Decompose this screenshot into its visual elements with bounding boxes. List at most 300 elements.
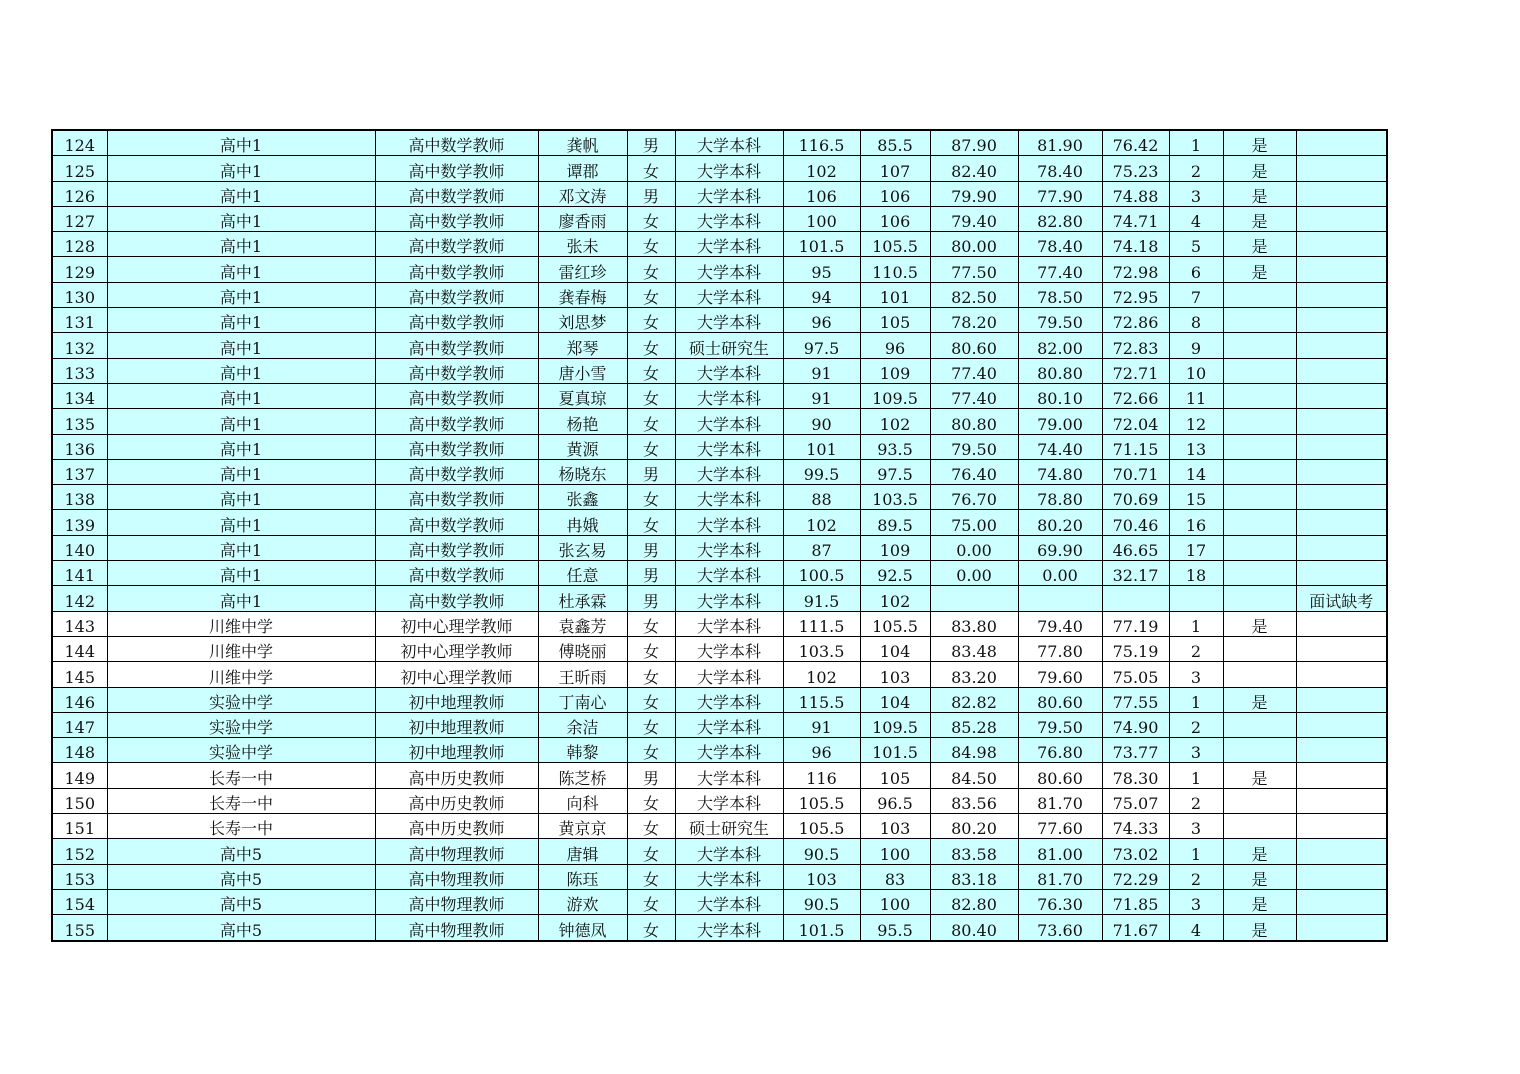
gender-cell: 男 <box>627 181 675 206</box>
interview-score-cell: 84.98 <box>930 738 1018 763</box>
note-cell <box>1296 839 1387 864</box>
written-score-2-cell: 85.5 <box>860 130 930 156</box>
selected-cell: 是 <box>1223 156 1296 181</box>
row-number-cell: 140 <box>52 535 107 560</box>
row-number-cell: 134 <box>52 383 107 408</box>
gender-cell: 女 <box>627 687 675 712</box>
total-score-cell: 73.77 <box>1102 738 1169 763</box>
written-score-1-cell: 102 <box>783 662 860 687</box>
score-4-cell: 79.00 <box>1018 409 1102 434</box>
total-score-cell <box>1102 586 1169 611</box>
position-cell: 高中数学教师 <box>375 485 538 510</box>
interview-score-cell: 83.20 <box>930 662 1018 687</box>
score-4-cell: 74.80 <box>1018 459 1102 484</box>
total-score-cell: 77.55 <box>1102 687 1169 712</box>
score-4-cell: 76.30 <box>1018 889 1102 914</box>
education-cell: 大学本科 <box>675 409 783 434</box>
rank-cell: 2 <box>1169 156 1223 181</box>
score-4-cell: 77.90 <box>1018 181 1102 206</box>
interview-score-cell: 77.40 <box>930 383 1018 408</box>
gender-cell: 女 <box>627 814 675 839</box>
rank-cell: 8 <box>1169 308 1223 333</box>
total-score-cell: 74.71 <box>1102 206 1169 231</box>
table-row <box>52 738 1387 763</box>
name-cell: 丁南心 <box>538 687 627 712</box>
written-score-1-cell: 97.5 <box>783 333 860 358</box>
interview-score-cell: 80.60 <box>930 333 1018 358</box>
education-cell: 大学本科 <box>675 788 783 813</box>
selected-cell <box>1223 383 1296 408</box>
position-cell: 高中数学教师 <box>375 282 538 307</box>
name-cell: 唐辑 <box>538 839 627 864</box>
table-row <box>52 687 1387 712</box>
table-row <box>52 383 1387 408</box>
position-cell: 高中物理教师 <box>375 839 538 864</box>
name-cell: 郑琴 <box>538 333 627 358</box>
row-number-cell: 130 <box>52 282 107 307</box>
selected-cell <box>1223 712 1296 737</box>
rank-cell: 16 <box>1169 510 1223 535</box>
rank-cell: 1 <box>1169 763 1223 788</box>
name-cell: 冉娥 <box>538 510 627 535</box>
selected-cell <box>1223 561 1296 586</box>
gender-cell: 女 <box>627 383 675 408</box>
score-4-cell: 82.00 <box>1018 333 1102 358</box>
name-cell: 杨晓东 <box>538 459 627 484</box>
education-cell: 大学本科 <box>675 130 783 156</box>
position-cell: 高中数学教师 <box>375 181 538 206</box>
written-score-2-cell: 104 <box>860 636 930 661</box>
gender-cell: 女 <box>627 282 675 307</box>
school-cell: 高中1 <box>107 181 375 206</box>
school-cell: 长寿一中 <box>107 814 375 839</box>
school-cell: 高中1 <box>107 535 375 560</box>
selected-cell: 是 <box>1223 611 1296 636</box>
written-score-1-cell: 105.5 <box>783 788 860 813</box>
gender-cell: 女 <box>627 206 675 231</box>
table-row <box>52 181 1387 206</box>
written-score-2-cell: 103 <box>860 814 930 839</box>
written-score-1-cell: 100 <box>783 206 860 231</box>
position-cell: 高中数学教师 <box>375 459 538 484</box>
school-cell: 高中1 <box>107 308 375 333</box>
table-row <box>52 282 1387 307</box>
note-cell <box>1296 915 1387 941</box>
gender-cell: 男 <box>627 763 675 788</box>
note-cell <box>1296 561 1387 586</box>
interview-score-cell: 80.80 <box>930 409 1018 434</box>
interview-score-cell: 0.00 <box>930 535 1018 560</box>
written-score-1-cell: 101.5 <box>783 915 860 941</box>
gender-cell: 女 <box>627 611 675 636</box>
row-number-cell: 144 <box>52 636 107 661</box>
school-cell: 川维中学 <box>107 662 375 687</box>
school-cell: 高中1 <box>107 510 375 535</box>
total-score-cell: 46.65 <box>1102 535 1169 560</box>
selected-cell: 是 <box>1223 257 1296 282</box>
total-score-cell: 70.46 <box>1102 510 1169 535</box>
education-cell: 大学本科 <box>675 257 783 282</box>
written-score-1-cell: 91.5 <box>783 586 860 611</box>
name-cell: 韩黎 <box>538 738 627 763</box>
score-4-cell: 74.40 <box>1018 434 1102 459</box>
rank-cell: 3 <box>1169 181 1223 206</box>
school-cell: 高中1 <box>107 333 375 358</box>
interview-score-cell: 83.48 <box>930 636 1018 661</box>
written-score-1-cell: 100.5 <box>783 561 860 586</box>
written-score-2-cell: 100 <box>860 889 930 914</box>
selected-cell: 是 <box>1223 232 1296 257</box>
position-cell: 高中数学教师 <box>375 257 538 282</box>
note-cell <box>1296 181 1387 206</box>
gender-cell: 女 <box>627 889 675 914</box>
gender-cell: 女 <box>627 485 675 510</box>
position-cell: 高中数学教师 <box>375 409 538 434</box>
name-cell: 张鑫 <box>538 485 627 510</box>
school-cell: 高中5 <box>107 915 375 941</box>
note-cell <box>1296 763 1387 788</box>
score-4-cell: 80.60 <box>1018 763 1102 788</box>
name-cell: 钟德凤 <box>538 915 627 941</box>
position-cell: 高中历史教师 <box>375 788 538 813</box>
selected-cell <box>1223 308 1296 333</box>
rank-cell: 15 <box>1169 485 1223 510</box>
education-cell: 大学本科 <box>675 611 783 636</box>
position-cell: 高中物理教师 <box>375 915 538 941</box>
table-row <box>52 915 1387 941</box>
selected-cell <box>1223 434 1296 459</box>
total-score-cell: 72.29 <box>1102 864 1169 889</box>
written-score-1-cell: 105.5 <box>783 814 860 839</box>
score-4-cell: 79.50 <box>1018 308 1102 333</box>
education-cell: 大学本科 <box>675 864 783 889</box>
name-cell: 王昕雨 <box>538 662 627 687</box>
interview-score-cell: 83.80 <box>930 611 1018 636</box>
total-score-cell: 71.85 <box>1102 889 1169 914</box>
gender-cell: 女 <box>627 712 675 737</box>
interview-score-cell: 85.28 <box>930 712 1018 737</box>
name-cell: 张玄易 <box>538 535 627 560</box>
total-score-cell: 70.69 <box>1102 485 1169 510</box>
selected-cell: 是 <box>1223 763 1296 788</box>
written-score-1-cell: 88 <box>783 485 860 510</box>
row-number-cell: 136 <box>52 434 107 459</box>
selected-cell <box>1223 282 1296 307</box>
school-cell: 高中1 <box>107 409 375 434</box>
note-cell <box>1296 636 1387 661</box>
written-score-2-cell: 109 <box>860 535 930 560</box>
rank-cell: 2 <box>1169 636 1223 661</box>
total-score-cell: 76.42 <box>1102 130 1169 156</box>
selected-cell: 是 <box>1223 889 1296 914</box>
table-row <box>52 839 1387 864</box>
school-cell: 实验中学 <box>107 687 375 712</box>
written-score-2-cell: 103 <box>860 662 930 687</box>
education-cell: 大学本科 <box>675 434 783 459</box>
education-cell: 大学本科 <box>675 459 783 484</box>
row-number-cell: 151 <box>52 814 107 839</box>
interview-score-cell: 79.90 <box>930 181 1018 206</box>
selected-cell: 是 <box>1223 130 1296 156</box>
rank-cell: 2 <box>1169 712 1223 737</box>
selected-cell <box>1223 814 1296 839</box>
note-cell <box>1296 358 1387 383</box>
written-score-1-cell: 95 <box>783 257 860 282</box>
total-score-cell: 72.86 <box>1102 308 1169 333</box>
row-number-cell: 141 <box>52 561 107 586</box>
gender-cell: 女 <box>627 738 675 763</box>
rank-cell: 9 <box>1169 333 1223 358</box>
score-4-cell: 77.60 <box>1018 814 1102 839</box>
interview-score-cell: 80.20 <box>930 814 1018 839</box>
interview-score-cell: 80.00 <box>930 232 1018 257</box>
rank-cell: 2 <box>1169 788 1223 813</box>
position-cell: 高中数学教师 <box>375 232 538 257</box>
row-number-cell: 124 <box>52 130 107 156</box>
row-number-cell: 131 <box>52 308 107 333</box>
education-cell: 硕士研究生 <box>675 814 783 839</box>
note-cell <box>1296 535 1387 560</box>
position-cell: 高中历史教师 <box>375 814 538 839</box>
score-4-cell: 81.00 <box>1018 839 1102 864</box>
note-cell <box>1296 130 1387 156</box>
education-cell: 大学本科 <box>675 232 783 257</box>
school-cell: 实验中学 <box>107 738 375 763</box>
rank-cell: 14 <box>1169 459 1223 484</box>
total-score-cell: 75.19 <box>1102 636 1169 661</box>
written-score-1-cell: 90.5 <box>783 889 860 914</box>
table-row <box>52 257 1387 282</box>
row-number-cell: 125 <box>52 156 107 181</box>
table-row <box>52 130 1387 156</box>
score-4-cell: 80.20 <box>1018 510 1102 535</box>
written-score-2-cell: 109 <box>860 358 930 383</box>
school-cell: 高中1 <box>107 358 375 383</box>
written-score-1-cell: 115.5 <box>783 687 860 712</box>
rank-cell: 1 <box>1169 130 1223 156</box>
gender-cell: 女 <box>627 156 675 181</box>
education-cell: 大学本科 <box>675 383 783 408</box>
written-score-2-cell: 106 <box>860 181 930 206</box>
position-cell: 初中地理教师 <box>375 712 538 737</box>
name-cell: 杜承霖 <box>538 586 627 611</box>
interview-score-cell: 77.40 <box>930 358 1018 383</box>
written-score-2-cell: 100 <box>860 839 930 864</box>
rank-cell: 5 <box>1169 232 1223 257</box>
written-score-1-cell: 116 <box>783 763 860 788</box>
position-cell: 初中心理学教师 <box>375 662 538 687</box>
selected-cell <box>1223 409 1296 434</box>
education-cell: 大学本科 <box>675 206 783 231</box>
note-cell <box>1296 282 1387 307</box>
written-score-2-cell: 109.5 <box>860 383 930 408</box>
table-row <box>52 459 1387 484</box>
rank-cell: 2 <box>1169 864 1223 889</box>
position-cell: 高中数学教师 <box>375 358 538 383</box>
interview-score-cell: 82.82 <box>930 687 1018 712</box>
selected-cell: 是 <box>1223 864 1296 889</box>
position-cell: 高中数学教师 <box>375 333 538 358</box>
note-cell <box>1296 712 1387 737</box>
interview-score-cell: 77.50 <box>930 257 1018 282</box>
total-score-cell: 74.88 <box>1102 181 1169 206</box>
note-cell <box>1296 333 1387 358</box>
school-cell: 长寿一中 <box>107 763 375 788</box>
total-score-cell: 75.05 <box>1102 662 1169 687</box>
written-score-2-cell: 106 <box>860 206 930 231</box>
total-score-cell: 70.71 <box>1102 459 1169 484</box>
interview-score-cell: 79.40 <box>930 206 1018 231</box>
written-score-2-cell: 89.5 <box>860 510 930 535</box>
selected-cell <box>1223 459 1296 484</box>
score-4-cell: 80.80 <box>1018 358 1102 383</box>
table-row <box>52 434 1387 459</box>
position-cell: 初中地理教师 <box>375 738 538 763</box>
education-cell: 大学本科 <box>675 510 783 535</box>
score-4-cell: 78.80 <box>1018 485 1102 510</box>
rank-cell <box>1169 586 1223 611</box>
written-score-2-cell: 93.5 <box>860 434 930 459</box>
note-cell <box>1296 510 1387 535</box>
table-row <box>52 333 1387 358</box>
gender-cell: 男 <box>627 561 675 586</box>
gender-cell: 女 <box>627 257 675 282</box>
row-number-cell: 145 <box>52 662 107 687</box>
table-row <box>52 662 1387 687</box>
row-number-cell: 133 <box>52 358 107 383</box>
interview-score-cell: 82.40 <box>930 156 1018 181</box>
score-4-cell: 81.90 <box>1018 130 1102 156</box>
selected-cell <box>1223 510 1296 535</box>
name-cell: 邓文涛 <box>538 181 627 206</box>
rank-cell: 4 <box>1169 915 1223 941</box>
table-row <box>52 358 1387 383</box>
selected-cell: 是 <box>1223 181 1296 206</box>
total-score-cell: 72.98 <box>1102 257 1169 282</box>
interview-score-cell: 76.40 <box>930 459 1018 484</box>
education-cell: 大学本科 <box>675 535 783 560</box>
note-cell <box>1296 232 1387 257</box>
interview-score-cell: 83.56 <box>930 788 1018 813</box>
school-cell: 高中1 <box>107 257 375 282</box>
rank-cell: 12 <box>1169 409 1223 434</box>
written-score-2-cell: 105.5 <box>860 611 930 636</box>
education-cell: 大学本科 <box>675 308 783 333</box>
name-cell: 廖香雨 <box>538 206 627 231</box>
written-score-2-cell: 96.5 <box>860 788 930 813</box>
note-cell <box>1296 308 1387 333</box>
name-cell: 谭郡 <box>538 156 627 181</box>
selected-cell: 是 <box>1223 839 1296 864</box>
table-row <box>52 586 1387 611</box>
score-4-cell <box>1018 586 1102 611</box>
total-score-cell: 72.04 <box>1102 409 1169 434</box>
position-cell: 初中地理教师 <box>375 687 538 712</box>
name-cell: 向科 <box>538 788 627 813</box>
note-cell <box>1296 611 1387 636</box>
interview-score-cell: 0.00 <box>930 561 1018 586</box>
table-row <box>52 611 1387 636</box>
interview-score-cell: 78.20 <box>930 308 1018 333</box>
selected-cell <box>1223 333 1296 358</box>
selected-cell <box>1223 636 1296 661</box>
education-cell: 大学本科 <box>675 636 783 661</box>
gender-cell: 男 <box>627 130 675 156</box>
score-4-cell: 78.40 <box>1018 156 1102 181</box>
interview-score-cell: 75.00 <box>930 510 1018 535</box>
rank-cell: 13 <box>1169 434 1223 459</box>
total-score-cell: 78.30 <box>1102 763 1169 788</box>
position-cell: 高中数学教师 <box>375 535 538 560</box>
interview-score-cell: 79.50 <box>930 434 1018 459</box>
note-cell <box>1296 814 1387 839</box>
score-4-cell: 69.90 <box>1018 535 1102 560</box>
gender-cell: 女 <box>627 409 675 434</box>
row-number-cell: 128 <box>52 232 107 257</box>
rank-cell: 4 <box>1169 206 1223 231</box>
selected-cell <box>1223 788 1296 813</box>
position-cell: 高中数学教师 <box>375 206 538 231</box>
total-score-cell: 75.23 <box>1102 156 1169 181</box>
score-4-cell: 77.80 <box>1018 636 1102 661</box>
name-cell: 唐小雪 <box>538 358 627 383</box>
education-cell: 大学本科 <box>675 561 783 586</box>
position-cell: 高中物理教师 <box>375 864 538 889</box>
school-cell: 川维中学 <box>107 611 375 636</box>
score-4-cell: 81.70 <box>1018 788 1102 813</box>
name-cell: 陈芝桥 <box>538 763 627 788</box>
written-score-1-cell: 102 <box>783 510 860 535</box>
total-score-cell: 72.83 <box>1102 333 1169 358</box>
position-cell: 初中心理学教师 <box>375 611 538 636</box>
selected-cell <box>1223 662 1296 687</box>
gender-cell: 女 <box>627 662 675 687</box>
results-table <box>51 129 1388 942</box>
interview-score-cell <box>930 586 1018 611</box>
school-cell: 高中1 <box>107 434 375 459</box>
rank-cell: 3 <box>1169 738 1223 763</box>
score-4-cell: 77.40 <box>1018 257 1102 282</box>
selected-cell <box>1223 485 1296 510</box>
total-score-cell: 72.95 <box>1102 282 1169 307</box>
education-cell: 大学本科 <box>675 181 783 206</box>
name-cell: 龚春梅 <box>538 282 627 307</box>
rank-cell: 3 <box>1169 889 1223 914</box>
written-score-1-cell: 106 <box>783 181 860 206</box>
name-cell: 袁鑫芳 <box>538 611 627 636</box>
written-score-1-cell: 90 <box>783 409 860 434</box>
note-cell: 面试缺考 <box>1296 586 1387 611</box>
written-score-2-cell: 102 <box>860 586 930 611</box>
written-score-1-cell: 116.5 <box>783 130 860 156</box>
written-score-2-cell: 92.5 <box>860 561 930 586</box>
total-score-cell: 71.67 <box>1102 915 1169 941</box>
note-cell <box>1296 864 1387 889</box>
gender-cell: 女 <box>627 788 675 813</box>
interview-score-cell: 87.90 <box>930 130 1018 156</box>
table-row <box>52 636 1387 661</box>
written-score-1-cell: 90.5 <box>783 839 860 864</box>
score-4-cell: 80.10 <box>1018 383 1102 408</box>
rank-cell: 18 <box>1169 561 1223 586</box>
row-number-cell: 138 <box>52 485 107 510</box>
table-row <box>52 864 1387 889</box>
row-number-cell: 146 <box>52 687 107 712</box>
written-score-2-cell: 105 <box>860 308 930 333</box>
note-cell <box>1296 738 1387 763</box>
score-4-cell: 76.80 <box>1018 738 1102 763</box>
row-number-cell: 152 <box>52 839 107 864</box>
